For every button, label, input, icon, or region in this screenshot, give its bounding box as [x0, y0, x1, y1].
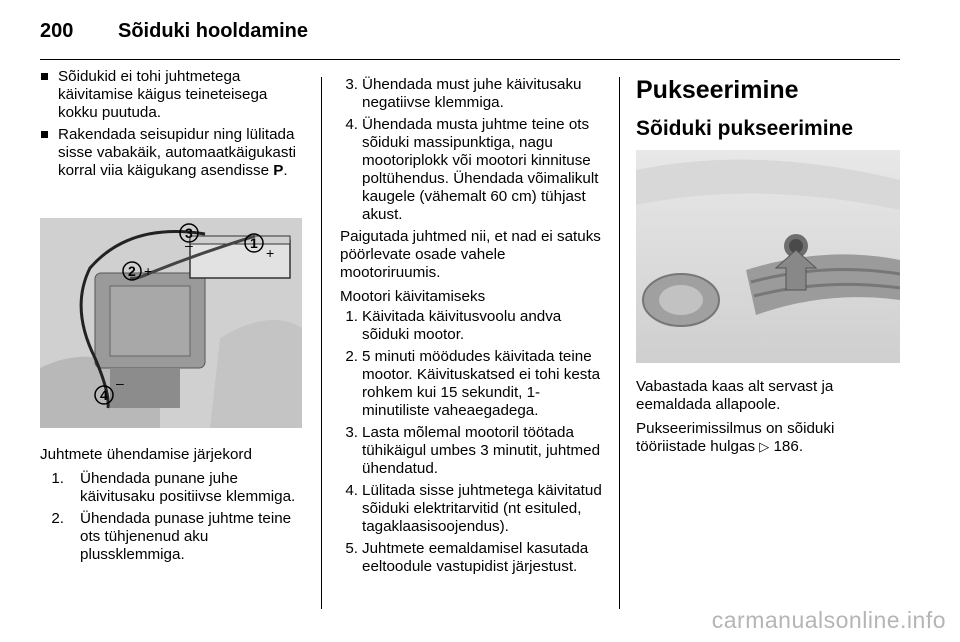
bullet-item: Rakendada seisupidur ning lülitada sisse vabakäik, automaatkäigukasti korral viia käigukang asendisse P.	[40, 126, 310, 180]
bullet-square-icon	[41, 131, 48, 138]
right-triangle-icon[interactable]: ▷	[759, 440, 770, 455]
bullet-item	[40, 68, 310, 122]
numbered-step: 4. Ühendada musta juhtme teine ots sõiduki massipunktiga, nagu mootoriplokk või mootori kinnituse poltühendus. Ühendada võimalikult kaugele (vähemalt 60 cm) tühjast akust.	[345, 116, 599, 223]
numbered-step: 2. Ühendada punase juhtme teine ots tühjenenud aku plussklemmiga.	[51, 510, 292, 563]
header-divider	[40, 59, 900, 60]
left-column-lower	[40, 446, 310, 568]
numbered-step: 2. 5 minuti möödudes käivitada teine mootor. Käivituskatsed ei tohi kesta rohkem kui 15 sekundit, 1-minutiliste vaheaegadega.	[345, 348, 601, 419]
svg-text:3: 3	[185, 225, 193, 241]
numbered-step: 4. Lülitada sisse juhtmetega käivitatud sõiduki elektritarvitid (nt esituled, tagaklaasisoojendus).	[345, 482, 602, 535]
bullet-text: Rakendada seisupidur ning lülitada sisse vabakäik, automaatkäigukasti korral viia käigukang asendisse	[58, 126, 297, 179]
svg-text:–: –	[116, 375, 124, 391]
watermark: carmanualsonline.info	[711, 607, 946, 633]
front-bumper-towing-eye-photo	[636, 150, 900, 363]
column-divider-1	[321, 77, 322, 609]
page-number: 200	[40, 20, 74, 42]
page-reference[interactable]: 186.	[769, 438, 804, 455]
numbered-step: 3. Lasta mõlemal mootoril töötada tühikäigul umbes 3 minutit, juhtmed ühendatud.	[345, 424, 601, 477]
svg-text:4: 4	[100, 387, 108, 403]
svg-text:2: 2	[128, 263, 136, 279]
svg-text:1: 1	[250, 235, 258, 251]
bullet-text: Sõidukid ei tohi juhtmetega käivitamise käigus teineteisega kokku puutuda.	[58, 68, 268, 121]
engine-start-heading: Mootori käivitamiseks	[340, 288, 486, 305]
right-column-lower	[636, 378, 900, 463]
left-column	[40, 68, 310, 184]
gear-position-p: P	[273, 162, 284, 179]
towing-heading: Pukseerimine	[636, 76, 799, 104]
column-divider-2	[619, 77, 620, 609]
numbered-step: 5. Juhtmete eemaldamisel kasutada eeltoodule vastupidist järjestust.	[345, 540, 589, 575]
cable-placement-paragraph: Paigutada juhtmed nii, et nad ei satuks pöörlevate osade vahele mootoriruumis.	[340, 228, 601, 281]
vehicle-towing-subheading: Sõiduki pukseerimine	[636, 117, 854, 140]
page-title: Sõiduki hooldamine	[118, 20, 309, 42]
svg-text:–: –	[185, 237, 193, 253]
battery-jumper-illustration	[40, 218, 302, 428]
bullet-square-icon	[41, 73, 48, 80]
towing-eye-location-paragraph: Pukseerimissilmus on sõiduki tööriistade hulgas ▷ 186.	[636, 420, 835, 455]
connection-order-heading: Juhtmete ühendamise järjekord	[40, 446, 252, 463]
cover-removal-paragraph: Vabastada kaas alt servast ja eemaldada allapoole.	[636, 378, 834, 413]
numbered-step: 3. Ühendada must juhe käivitusaku negatiivse klemmiga.	[345, 76, 582, 111]
page-header	[40, 18, 900, 58]
middle-column	[340, 76, 606, 580]
right-column	[636, 76, 900, 142]
svg-text:+: +	[266, 245, 275, 261]
numbered-step: 1. Ühendada punane juhe käivitusaku positiivse klemmiga.	[51, 470, 296, 505]
numbered-step: 1. Käivitada käivitusvoolu andva sõiduki mootor.	[345, 308, 562, 343]
svg-text:+: +	[144, 263, 153, 279]
